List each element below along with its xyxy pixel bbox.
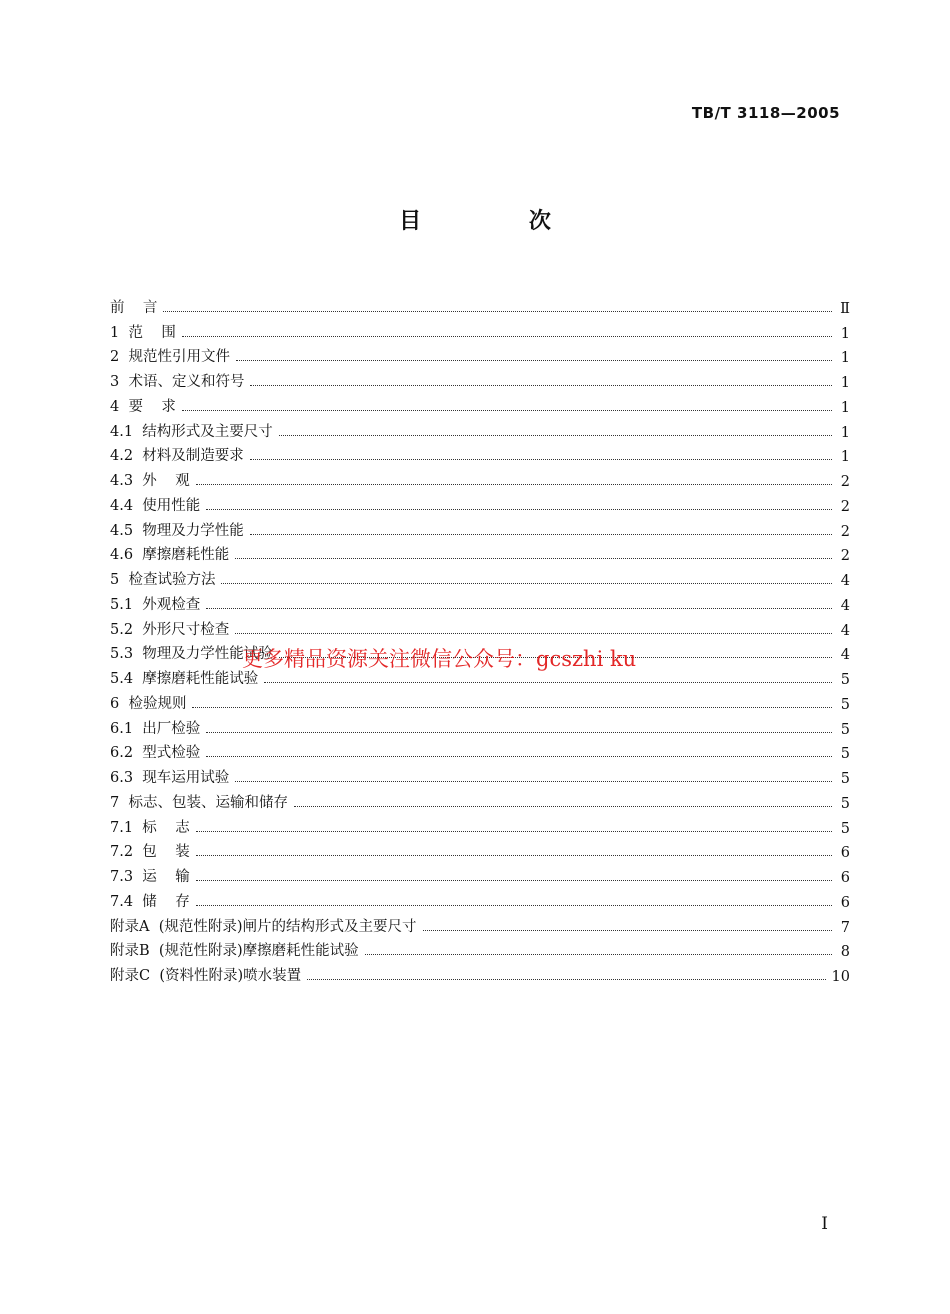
toc-entry-page: 5 [840, 771, 850, 787]
toc-entry[interactable] [110, 391, 850, 416]
toc-entry-page: 6 [840, 894, 850, 911]
toc-entry-page: 4 [840, 647, 850, 664]
toc-leader-dots [250, 459, 832, 460]
toc-entry-page: 1 [840, 350, 850, 367]
toc-entry-page: 6 [840, 845, 850, 862]
toc-entry-page: 1 [840, 399, 850, 416]
toc-entry[interactable] [110, 861, 850, 886]
toc-entry-page: 4 [840, 573, 850, 589]
toc-entry-label: 5.2 外形尺寸检查 [110, 621, 230, 638]
toc-leader-dots [250, 385, 832, 386]
toc-entry[interactable] [110, 515, 850, 540]
toc-entry[interactable] [110, 837, 850, 862]
toc-entry[interactable] [110, 688, 850, 713]
toc-entry-page: 2 [840, 498, 850, 515]
toc-leader-dots [235, 633, 832, 634]
toc-leader-dots [182, 336, 832, 337]
page-number: I [821, 1214, 828, 1234]
toc-entry-label: 6 检验规则 [110, 695, 187, 712]
toc-entry-label: 4 要 求 [110, 398, 176, 415]
toc-entry-label: 6.1 出厂检验 [110, 720, 201, 737]
toc-entry[interactable] [110, 886, 850, 911]
toc-entry[interactable] [110, 762, 850, 787]
toc-leader-dots [192, 707, 832, 708]
toc-entry-label: 7 标志、包装、运输和储存 [110, 794, 288, 811]
page-title: 目 次 [399, 209, 601, 234]
toc-leader-dots [264, 682, 832, 683]
toc-leader-dots [235, 558, 832, 559]
toc-entry-label: 5.1 外观检查 [110, 596, 201, 613]
toc-leader-dots [206, 608, 832, 609]
toc-leader-dots [221, 583, 832, 584]
watermark-text: 更多精品资源关注微信公众号：gcszhi ku [242, 647, 637, 671]
toc-entry-page: 1 [840, 375, 850, 391]
toc-entry[interactable] [110, 366, 850, 391]
toc-entry-label: 6.3 现车运用试验 [110, 770, 230, 786]
toc-entry-page: 5 [840, 696, 850, 713]
toc-leader-dots [235, 781, 832, 782]
toc-leader-dots [196, 905, 832, 906]
toc-entry[interactable] [110, 589, 850, 614]
toc-entry-page: 4 [840, 597, 850, 614]
toc-entry[interactable] [110, 738, 850, 763]
toc-entry[interactable] [110, 465, 850, 490]
standard-code: TB/T 3118—2005 [691, 104, 840, 122]
toc-entry-label: 4.4 使用性能 [110, 497, 201, 514]
toc-entry[interactable] [110, 416, 850, 441]
toc-entry-label: 1 范 围 [110, 324, 176, 341]
toc-entry-label: 7.1 标 志 [110, 819, 190, 836]
toc-entry-page: 2 [840, 548, 850, 565]
toc-entry[interactable] [110, 317, 850, 342]
toc-leader-dots [250, 534, 832, 535]
toc-leader-dots [196, 880, 832, 881]
toc-entry-page: 7 [840, 919, 850, 936]
toc-leader-dots [365, 954, 832, 955]
toc-entry-page: 8 [840, 944, 850, 961]
toc-leader-dots [196, 831, 832, 832]
toc-entry-page: 10 [831, 969, 850, 985]
toc-leader-dots [196, 855, 832, 856]
toc-leader-dots [294, 806, 832, 807]
toc-leader-dots [236, 360, 832, 361]
toc-entry-page: 5 [840, 721, 850, 738]
toc-entry[interactable] [110, 292, 850, 317]
toc-entry-label: 4.6 摩擦磨耗性能 [110, 547, 230, 564]
toc-entry[interactable] [110, 936, 850, 961]
toc-entry-label: 4.1 结构形式及主要尺寸 [110, 423, 273, 440]
toc-leader-dots [307, 979, 825, 980]
toc-entry-label: 5 检查试验方法 [110, 572, 216, 588]
toc-entry-label: 4.2 材料及制造要求 [110, 448, 244, 465]
toc-entry[interactable] [110, 787, 850, 812]
toc-entry-page: 1 [840, 325, 850, 342]
toc-entry[interactable] [110, 564, 850, 589]
toc-entry-label: 附录C (资料性附录)喷水装置 [110, 968, 302, 984]
toc-entry[interactable] [110, 342, 850, 367]
table-of-contents [110, 292, 850, 985]
toc-leader-dots [423, 930, 832, 931]
toc-entry-label: 7.2 包 装 [110, 844, 190, 861]
toc-entry[interactable] [110, 540, 850, 565]
toc-entry-label: 7.4 储 存 [110, 893, 190, 910]
toc-entry-page: Ⅱ [840, 300, 850, 317]
toc-entry-label: 附录B (规范性附录)摩擦磨耗性能试验 [110, 943, 359, 960]
toc-entry-page: 5 [840, 746, 850, 763]
toc-entry-label: 4.5 物理及力学性能 [110, 522, 244, 539]
toc-entry-label: 前 言 [110, 299, 158, 316]
toc-entry[interactable] [110, 490, 850, 515]
toc-entry[interactable] [110, 911, 850, 936]
toc-leader-dots [206, 732, 832, 733]
toc-entry-page: 4 [840, 622, 850, 639]
toc-entry[interactable] [110, 614, 850, 639]
toc-entry-page: 5 [840, 795, 850, 812]
toc-entry[interactable] [110, 441, 850, 466]
toc-entry[interactable] [110, 960, 850, 985]
toc-entry-page: 2 [840, 474, 850, 490]
toc-entry[interactable] [110, 713, 850, 738]
toc-entry-label: 5.3 物理及力学性能试验 [110, 646, 273, 663]
toc-entry-label: 6.2 型式检验 [110, 745, 201, 762]
toc-entry-label: 4.3 外 观 [110, 473, 190, 489]
toc-leader-dots [182, 410, 832, 411]
toc-entry-page: 5 [840, 820, 850, 837]
toc-entry-label: 3 术语、定义和符号 [110, 374, 245, 390]
toc-entry-label: 5.4 摩擦磨耗性能试验 [110, 671, 259, 687]
toc-entry-page: 1 [840, 449, 850, 466]
toc-leader-dots [196, 484, 832, 485]
toc-leader-dots [206, 756, 832, 757]
toc-leader-dots [279, 435, 832, 436]
toc-entry[interactable] [110, 812, 850, 837]
toc-entry-page: 1 [840, 424, 850, 441]
toc-entry-page: 6 [840, 870, 850, 886]
toc-leader-dots [163, 311, 832, 312]
toc-entry-label: 7.3 运 输 [110, 869, 190, 885]
toc-entry-label: 附录A (规范性附录)闸片的结构形式及主要尺寸 [110, 918, 417, 935]
toc-entry-label: 2 规范性引用文件 [110, 349, 230, 366]
toc-leader-dots [206, 509, 832, 510]
toc-entry-page: 5 [840, 672, 850, 688]
toc-entry-page: 2 [840, 523, 850, 540]
